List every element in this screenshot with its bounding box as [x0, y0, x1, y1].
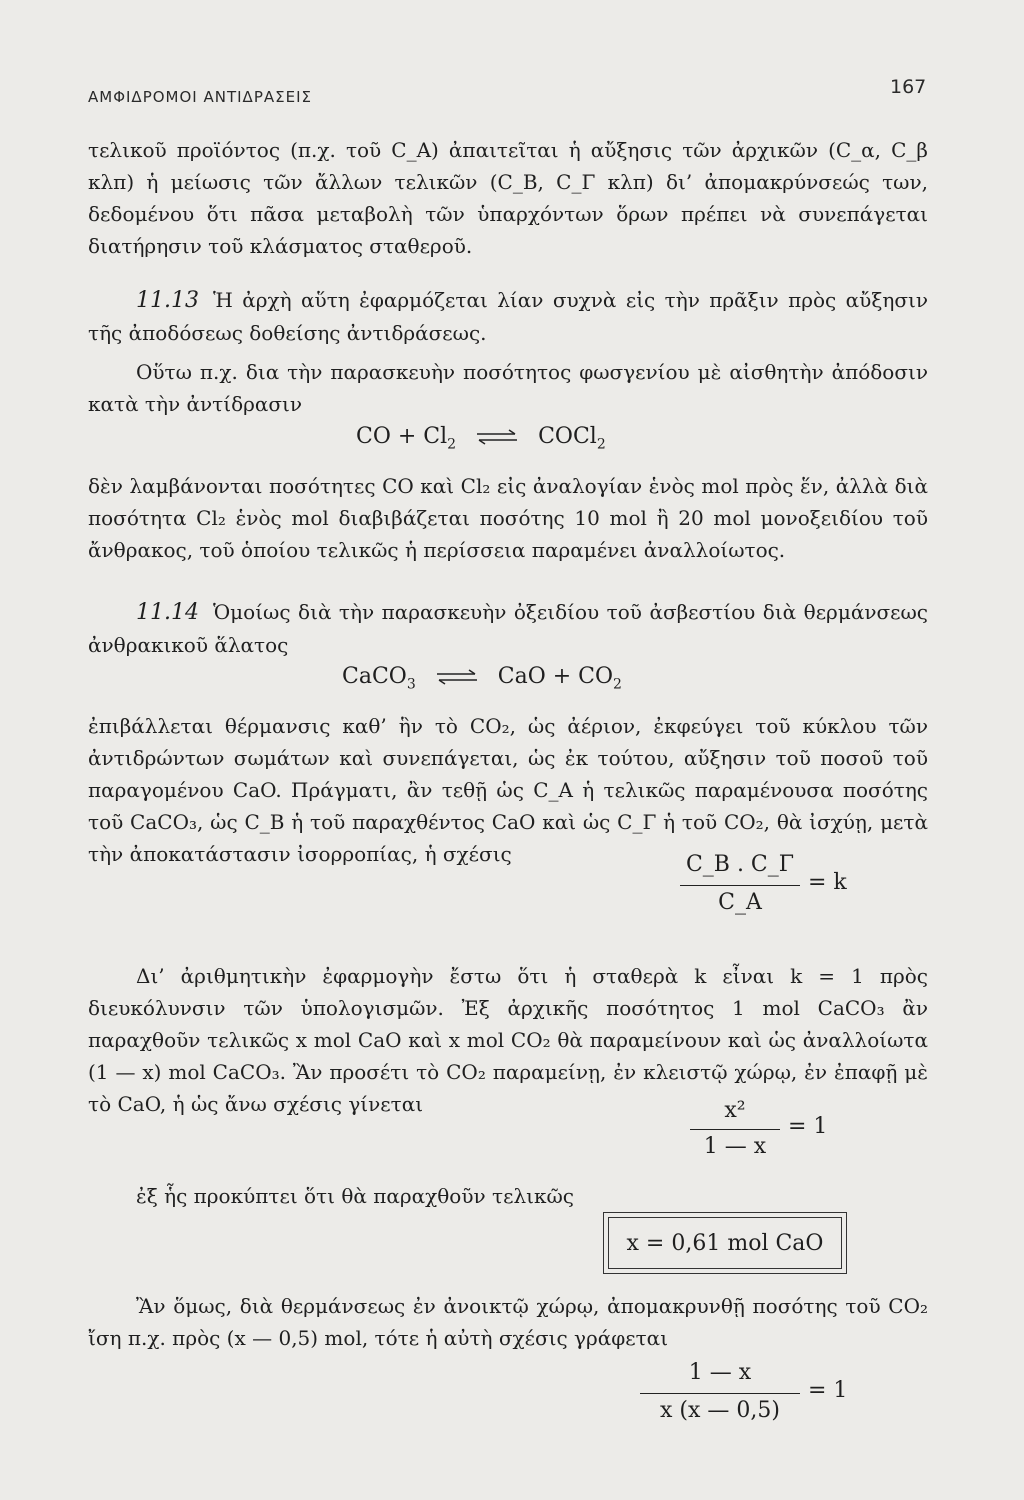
paragraph-result-intro: ἐξ ἧς προκύπτει ὅτι θὰ παραχθοῦν τελικῶς [136, 1184, 574, 1208]
eq-subscript: 2 [613, 676, 622, 693]
paragraph-heating: ἐπιβάλλεται θέρμανσις καθ’ ἣν τὸ CO₂, ὡς ἀέριον, ἐκφεύγει τοῦ κύκλου τῶν ἀντιδρώντων σωμάτων καὶ συνεπάγεται, ὡς ἐκ τούτου, αὔξησιν τοῦ ποσοῦ τοῦ παραγομένου CaO. Πράγματι, ἂν τεθῇ ὡς C_A ἡ τελικῶς παραμένουσα ποσότης τοῦ CaCO₃, ὡς C_B ἡ τοῦ παραχθέντος CaO καὶ ὡς C_Γ ἡ τοῦ CO₂, θὰ ἰσχύῃ, μετὰ τὴν ἀποκατάστασιν ἰσορροπίας, ἡ σχέσις [88, 714, 928, 866]
fraction-denominator: C_A [718, 890, 762, 915]
eq-subscript: 2 [447, 436, 457, 453]
paragraph-open-system: Ἂν ὅμως, διὰ θερμάνσεως ἐν ἀνοικτῷ χώρῳ, ἀπομακρυνθῇ ποσότης τοῦ CO₂ ἴση π.χ. πρὸς (x — 0,5) mol, τότε ἡ αὐτὴ σχέσις γράφεται [88, 1294, 928, 1350]
fraction-numerator: 1 — x [688, 1360, 752, 1385]
fraction-denominator: 1 — x [703, 1134, 767, 1159]
result-value: x = 0,61 mol CaO [608, 1217, 842, 1269]
paragraph-excess: δὲν λαμβάνονται ποσότητες CO καὶ Cl₂ εἰς ἀναλογίαν ἑνὸς mol πρὸς ἕν, ἀλλὰ διὰ ποσότητα Cl₂ ἑνὸς mol διαβιβάζεται ποσότης 10 mol ἢ 20 mol μονοξειδίου τοῦ ἄνθρακος, τοῦ ὁποίου τελικῶς ἡ περίσσεια παραμένει ἀναλλοίωτος. [88, 474, 928, 562]
paragraph-numeric-example: Δι’ ἀριθμητικὴν ἐφαρμογὴν ἔστω ὅτι ἡ σταθερὰ k εἶναι k = 1 πρὸς διευκόλυνσιν τῶν ὑπολογισμῶν. Ἐξ ἀρχικῆς ποσότητος 1 mol CaCO₃ ἂν παραχθοῦν τελικῶς x mol CaO καὶ x mol CO₂ θὰ παραμείνουν καὶ ὡς ἀναλλοίωτα (1 — x) mol CaCO₃. Ἂν προσέτι τὸ CO₂ παραμείνῃ, ἐν κλειστῷ χώρῳ, ἐν ἐπαφῇ μὲ τὸ CaO, ἡ ὡς ἄνω σχέσις γίνεται [88, 964, 928, 1116]
fraction-rhs: = 1 [808, 1378, 848, 1403]
fraction-numerator: C_B . C_Γ [685, 852, 795, 877]
section-11-14 [88, 596, 928, 661]
section-number: 11.13 [136, 288, 199, 313]
eq-products: CaO + CO [497, 664, 614, 689]
fraction-bar [690, 1129, 780, 1130]
equilibrium-arrows-icon [475, 428, 519, 446]
section-number: 11.14 [136, 600, 199, 625]
section-11-13 [88, 284, 928, 349]
fraction-denominator: x (x — 0,5) [660, 1398, 780, 1423]
eq-subscript: 3 [406, 676, 416, 693]
result-box [603, 1212, 847, 1274]
eq-product: COCl [538, 424, 597, 449]
fraction-numerator: x² [724, 1098, 746, 1123]
equilibrium-arrows-icon [435, 668, 479, 686]
eq-reactants: CO + Cl [356, 424, 448, 449]
section-text: Ἡ ἀρχὴ αὕτη ἐφαρμόζεται λίαν συχνὰ εἰς τὴν πρᾶξιν πρὸς αὔξησιν τῆς ἀποδόσεως δοθείσης ἀντιδράσεως. [88, 288, 928, 345]
running-title: ΑΜΦΙΔΡΟΜΟΙ ΑΝΤΙΔΡΑΣΕΙΣ [88, 88, 312, 106]
equation-phosgene [356, 424, 606, 452]
paragraph-intro: τελικοῦ προϊόντος (π.χ. τοῦ C_A) ἀπαιτεῖται ἡ αὔξησις τῶν ἀρχικῶν (C_α, C_β κλπ) ἡ μείωσις τῶν ἄλλων τελικῶν (C_B, C_Γ κλπ) δι’ ἀπομακρύνσεώς των, δεδομένου ὅτι πᾶσα μεταβολὴ τῶν ὑπαρχόντων ὅρων πρέπει νὰ συνεπάγεται διατήρησιν τοῦ κλάσματος σταθεροῦ. [88, 138, 928, 258]
section-text: Ὁμοίως διὰ τὴν παρασκευὴν ὀξειδίου τοῦ ἀσβεστίου διὰ θερμάνσεως ἀνθρακικοῦ ἅλατος [88, 600, 928, 657]
equation-calcination [342, 664, 622, 692]
fraction-closed-system [690, 1098, 830, 1168]
eq-subscript: 2 [596, 436, 606, 453]
fraction-rhs: = 1 [788, 1114, 828, 1139]
fraction-rhs: = k [808, 870, 847, 895]
eq-reactant: CaCO [342, 664, 407, 689]
paragraph-phosgene: Οὕτω π.χ. δια τὴν παρασκευὴν ποσότητος φωσγενίου μὲ αἰσθητὴν ἀπόδοσιν κατὰ τὴν ἀντίδρασιν [88, 360, 928, 416]
fraction-equilibrium-constant [680, 852, 850, 922]
page-number: 167 [890, 76, 927, 98]
fraction-bar [640, 1393, 800, 1394]
fraction-open-system [640, 1360, 860, 1436]
fraction-bar [680, 885, 800, 886]
